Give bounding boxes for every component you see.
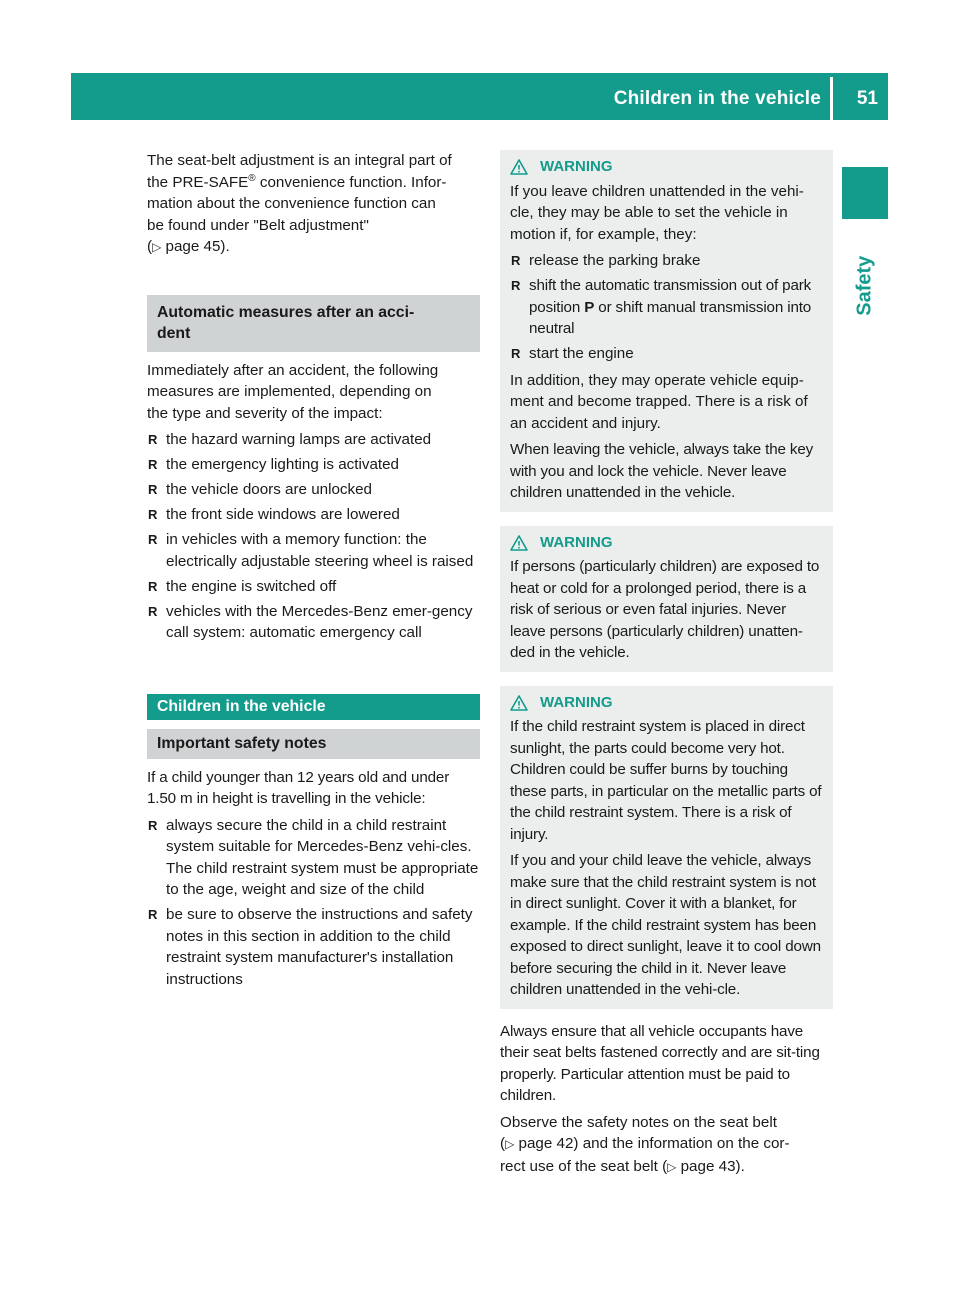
warning-text: In addition, they may operate vehicle equip-ment and become trapped. There is a risk of an accident and injury.: [510, 371, 808, 432]
warning-triangle-icon: [510, 695, 528, 711]
list-item: R start the engine: [510, 343, 825, 365]
occupants-paragraph: Always ensure that all vehicle occupants have their seat belts fastened correctly and are sit-ting properly. Particular attention must be paid to children.: [500, 1022, 820, 1104]
left-column: [147, 150, 480, 995]
page-link[interactable]: page 42) and the information on the cor-: [514, 1135, 790, 1152]
page-ref-icon: ▷: [152, 240, 162, 254]
page-link[interactable]: page 43).: [676, 1157, 745, 1175]
children-heading: Children in the vehicle: [147, 694, 480, 721]
page-link[interactable]: page 45).: [161, 238, 230, 255]
safety-notes-text: If a child younger than 12 years old and under 1.50 m in height is travelling in the vehicle:: [147, 768, 450, 807]
list-item: R the engine is switched off: [147, 576, 480, 598]
warning-text: When leaving the vehicle, always take the key with you and lock the vehicle. Never leave children unattended in the vehicle.: [510, 441, 814, 501]
list-item: R release the parking brake: [510, 250, 825, 272]
list-item: R the emergency lighting is activated: [147, 454, 480, 476]
list-item: R shift the automatic transmission out of park position P or shift manual transmission into neutral: [510, 275, 825, 340]
warning-text: If persons (particularly children) are exposed to heat or cold for a prolonged period, there is a risk of serious or even fatal injuries. Never leave persons (particularly children) unatten-ded in the vehicle.: [510, 558, 820, 661]
list-item: R always secure the child in a child restraint system suitable for Mercedes-Benz vehi-cles. The child restraint system must be appropriate to the age, weight and size of the child: [147, 815, 480, 901]
warning-triangle-icon: [510, 159, 528, 175]
page-ref-icon: ▷: [667, 1159, 677, 1174]
side-tab-block: [842, 167, 888, 219]
seat-belt-paragraph: Observe the safety notes on the seat belt (▷ page 42) and the information on the cor- rect use of the seat belt (▷ page 43).: [500, 1113, 790, 1175]
page-ref-icon: ▷: [505, 1137, 515, 1151]
header-separator: [830, 77, 833, 120]
list-item: R vehicles with the Mercedes-Benz emer-gency call system: automatic emergency call: [147, 601, 480, 644]
auto-measures-text: Immediately after an accident, the following measures are implemented, depending on the type and severity of the impact:: [147, 361, 439, 422]
warning-title: WARNING: [510, 692, 825, 714]
page-title: Children in the vehicle: [613, 88, 821, 109]
warning-list: [510, 250, 825, 365]
warning-text: If the child restraint system is placed in direct sunlight, the parts could become very hot. Children could be suffer burns by touching these parts, in particular on the metallic parts of the child restraint system. There is a risk of injury.: [510, 718, 822, 843]
warning-title: WARNING: [510, 532, 825, 554]
warning-text: If you and your child leave the vehicle, always make sure that the child restraint system is not in direct sunlight. Cover it with a blanket, for example. If the child restraint system has been exposed to direct sunlight, leave it to cool down before securing the child in it. Never leave children unattended in the vehi-cle.: [510, 852, 821, 998]
safety-notes-list: [147, 815, 480, 991]
warning-box-1: [500, 150, 833, 512]
warning-text: If you leave children unattended in the vehi-cle, they may be able to set the vehicle in motion if, for example, they:: [510, 182, 804, 243]
list-item: R in vehicles with a memory function: the electrically adjustable steering wheel is raised: [147, 529, 480, 572]
list-item: R be sure to observe the instructions and safety notes in this section in addition to the child restraint system manufacturer's installation instructions: [147, 904, 480, 990]
list-item: R the vehicle doors are unlocked: [147, 479, 480, 501]
header-bar: [71, 73, 888, 120]
safety-notes-heading: Important safety notes: [147, 729, 480, 759]
list-item: R the hazard warning lamps are activated: [147, 429, 480, 451]
auto-measures-heading: Automatic measures after an acci- dent: [147, 295, 480, 352]
warning-box-3: [500, 686, 833, 1009]
auto-measures-list: [147, 429, 480, 644]
warning-triangle-icon: [510, 535, 528, 551]
intro-paragraph: The seat-belt adjustment is an integral part of the PRE-SAFE® convenience function. Infor- mation about the convenience function can be found under "Belt adjustment" (▷ page 45).: [147, 152, 452, 255]
page-number: 51: [856, 88, 878, 109]
side-tab-label: Safety: [853, 255, 876, 317]
right-column: [500, 150, 833, 1183]
warning-box-2: [500, 526, 833, 672]
warning-title: WARNING: [510, 156, 825, 178]
side-tab: [843, 236, 887, 336]
list-item: R the front side windows are lowered: [147, 504, 480, 526]
